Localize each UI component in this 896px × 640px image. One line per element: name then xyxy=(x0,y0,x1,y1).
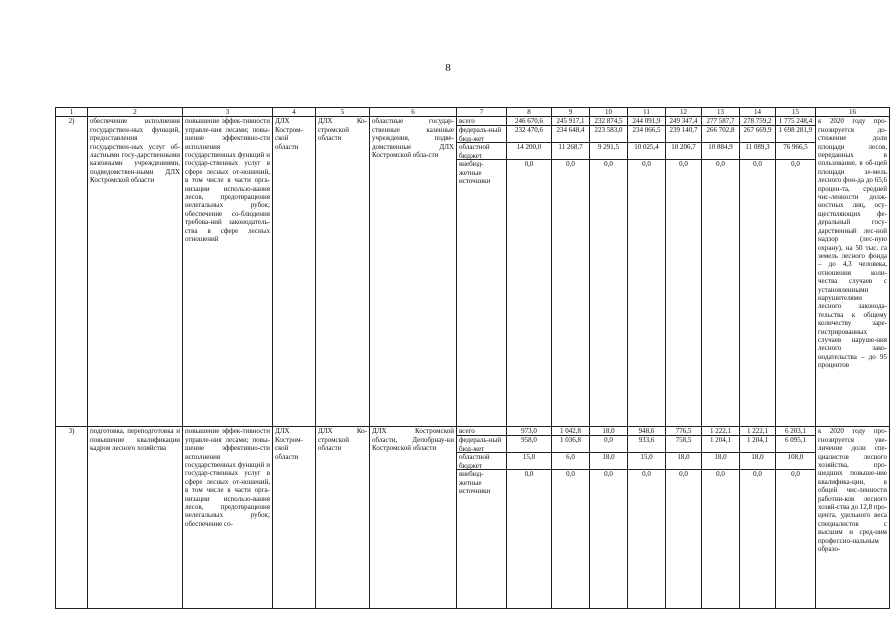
source-label: федераль-ный бюд-жет xyxy=(457,436,506,453)
value-cell: 6,0 xyxy=(552,453,589,470)
value-cell: 1 222,1 xyxy=(702,427,739,436)
value-cell: 278 759,2 xyxy=(740,117,775,126)
value-cell: 0,0 xyxy=(679,160,688,169)
header-cell: 16 xyxy=(816,108,890,117)
program-table xyxy=(55,107,890,609)
value-cell: 277 587,7 xyxy=(702,117,739,126)
values-year-col xyxy=(740,117,776,427)
values-year-col xyxy=(552,117,590,427)
value-cell: 15,0 xyxy=(628,453,665,470)
values-year-col xyxy=(740,427,776,609)
value-cell: 267 669,9 xyxy=(740,126,775,143)
values-year-col xyxy=(666,117,702,427)
values-year-col xyxy=(507,427,552,609)
value-cell: 0,0 xyxy=(524,160,534,169)
header-cell: 10 xyxy=(590,108,628,117)
header-cell: 15 xyxy=(776,108,816,117)
header-cell: 13 xyxy=(702,108,740,117)
value-cell: 234 648,4 xyxy=(552,126,589,143)
value-cell: 6 203,1 xyxy=(776,427,815,436)
value-cell: 239 140,7 xyxy=(666,126,701,143)
value-cell: 9 291,5 xyxy=(590,143,627,160)
value-cell: 266 702,8 xyxy=(702,126,739,143)
value-cell: 0,0 xyxy=(642,470,651,479)
value-cell: 232 874,5 xyxy=(590,117,627,126)
header-cell: 7 xyxy=(457,108,507,117)
value-cell: 18,0 xyxy=(590,453,627,470)
value-cell: 0,0 xyxy=(753,160,762,169)
measure-goal: повышение эффек-тивности управле-ния лесами; повы-шение эффективно-сти исполнения государственных функций и государ-ственных услуг в сфере лесных от-ношений, в том числе в части орга-низации использо-вания лесов, предотвращения нелегальных рубок; обеспечение со- xyxy=(183,427,273,609)
value-cell: 11 089,3 xyxy=(740,143,775,160)
value-cell: 108,0 xyxy=(776,453,815,470)
participants: областные государ-ственные казенные учреждения, подве-домственные ДЛХ Костромской обла-сти xyxy=(370,117,457,427)
value-cell: 1 222,1 xyxy=(740,427,775,436)
values-year-col xyxy=(552,427,590,609)
value-cell: 232 470,6 xyxy=(507,126,551,143)
values-year-col xyxy=(702,427,740,609)
value-cell: 958,0 xyxy=(507,436,551,453)
header-row xyxy=(56,108,890,117)
row-number: 2) xyxy=(56,117,88,427)
expected-result: к 2020 году про-гнозируется до-стижение доли площади лесов, переданных в пользование, в об-щей площади зе-мель лесного фон-да до 65,6 процен-та, средней чис-ленности долж-ностных лиц, осу-ществляющих фе-деральный госу-дарственный лес-ной надзор (лес-ную охрану), на 50 тыс. га земель лесного фонда – до 4,3 человека, отношения коли-чества случаев с установленными нарушителями лесного законода-тельства к общему количеству заре-гистрированных случаев наруше-ния лесного зако-нодательства – до 95 процентов xyxy=(816,117,890,427)
funding-sources xyxy=(457,427,507,609)
values-year-col xyxy=(590,117,628,427)
value-cell: 948,6 xyxy=(628,427,665,436)
header-cell: 4 xyxy=(273,108,316,117)
value-cell: 11 268,7 xyxy=(552,143,589,160)
source-label: областной бюджет xyxy=(457,453,506,470)
value-cell: 0,0 xyxy=(791,470,800,479)
value-cell: 0,0 xyxy=(604,160,613,169)
value-cell: 0,0 xyxy=(590,436,627,453)
value-cell: 10 884,9 xyxy=(702,143,739,160)
header-cell: 5 xyxy=(316,108,370,117)
value-cell: 18,0 xyxy=(740,453,775,470)
value-cell: 1 042,8 xyxy=(552,427,589,436)
measure-goal: повышение эффек-тивности управле-ния лесами; повы-шение эффективно-сти исполнения государственных функций и государ-ственных услуг в сфере лесных от-ношений, в том числе в части орга-низации использо-вания лесов, предотвращения нелегальных рубок; обеспечение со-блюдения требова-ний законодатель-ства в сфере лесных отношений xyxy=(183,117,273,427)
table-row xyxy=(56,117,890,427)
co-executor: ДЛХ Ко-стромской области xyxy=(316,427,370,609)
value-cell: 776,5 xyxy=(666,427,701,436)
values-year-col xyxy=(628,117,666,427)
value-cell: 10 025,4 xyxy=(628,143,665,160)
value-cell: 18,0 xyxy=(666,453,701,470)
value-cell: 0,0 xyxy=(604,470,613,479)
value-cell: 933,6 xyxy=(628,436,665,453)
value-cell: 0,0 xyxy=(753,470,762,479)
header-cell: 8 xyxy=(507,108,552,117)
values-year-col xyxy=(666,427,702,609)
value-cell: 10 206,7 xyxy=(666,143,701,160)
value-cell: 18,0 xyxy=(590,427,627,436)
values-total-col xyxy=(776,427,816,609)
source-label: всего xyxy=(457,427,506,436)
value-cell: 15,0 xyxy=(507,453,551,470)
responsible-executor: ДЛХ Костром-ской области xyxy=(273,117,316,427)
measure-name: обеспечение исполнения государствен-ных функций, предоставления государствен-ных услуг об-ластными госу-дарственными казенными учреждениями, подведомствен-ными ДЛХ Костромской области xyxy=(88,117,183,427)
header-cell: 12 xyxy=(666,108,702,117)
value-cell: 244 091,9 xyxy=(628,117,665,126)
participants: ДЛХ Костромской области, Депобрнау-ки Костромской области xyxy=(370,427,457,609)
expected-result: к 2020 году про-гнозируется уве-личение доли спе-циалистов лесного хозяйства, про-шедших повыше-ние квалифика-ции, в общей чис-ленности работни-ков лесного хозяй-ства до 12,8 про-цента, удельного веса специалистов с высшим и сред-ним профессио-нальным образо- xyxy=(816,427,890,609)
value-cell: 1 204,1 xyxy=(702,436,739,453)
value-cell: 6 095,1 xyxy=(776,436,815,453)
value-cell: 246 670,6 xyxy=(507,117,551,126)
funding-sources xyxy=(457,117,507,427)
value-cell: 0,0 xyxy=(566,160,575,169)
value-cell: 18,0 xyxy=(702,453,739,470)
value-cell: 1 775 248,4 xyxy=(776,117,815,126)
source-label: федераль-ный бюд-жет xyxy=(457,126,506,143)
header-cell: 3 xyxy=(183,108,273,117)
value-cell: 0,0 xyxy=(642,160,651,169)
value-cell: 245 917,1 xyxy=(552,117,589,126)
values-year-col xyxy=(590,427,628,609)
value-cell: 76 966,5 xyxy=(776,143,815,160)
value-cell: 973,0 xyxy=(507,427,551,436)
source-label: областной бюджет xyxy=(457,143,506,160)
measure-name: подготовка, переподготовка и повышение квалификации кадров лесного хозяйства xyxy=(88,427,183,609)
values-year-col xyxy=(507,117,552,427)
header-cell: 14 xyxy=(740,108,776,117)
table-row xyxy=(56,427,890,609)
header-cell: 1 xyxy=(56,108,88,117)
value-cell: 223 583,0 xyxy=(590,126,627,143)
value-cell: 14 200,0 xyxy=(507,143,551,160)
source-label: всего xyxy=(457,117,506,126)
value-cell: 0,0 xyxy=(716,470,725,479)
value-cell: 0,0 xyxy=(524,470,534,479)
value-cell: 234 066,5 xyxy=(628,126,665,143)
value-cell: 1 036,8 xyxy=(552,436,589,453)
value-cell: 1 698 281,9 xyxy=(776,126,815,143)
responsible-executor: ДЛХ Костром-ской области xyxy=(273,427,316,609)
source-label: внебюд-жетные источники xyxy=(459,470,491,496)
values-total-col xyxy=(776,117,816,427)
value-cell: 0,0 xyxy=(679,470,688,479)
value-cell: 1 204,1 xyxy=(740,436,775,453)
co-executor: ДЛХ Ко-стромской области xyxy=(316,117,370,427)
header-cell: 6 xyxy=(370,108,457,117)
value-cell: 758,5 xyxy=(666,436,701,453)
row-number: 3) xyxy=(56,427,88,609)
value-cell: 0,0 xyxy=(566,470,575,479)
header-cell: 9 xyxy=(552,108,590,117)
source-label: внебюд-жетные источники xyxy=(459,160,491,186)
value-cell: 0,0 xyxy=(791,160,800,169)
value-cell: 249 347,4 xyxy=(666,117,701,126)
values-year-col xyxy=(628,427,666,609)
value-cell: 0,0 xyxy=(716,160,725,169)
values-year-col xyxy=(702,117,740,427)
header-cell: 2 xyxy=(88,108,183,117)
page-number: 8 xyxy=(445,62,451,74)
header-cell: 11 xyxy=(628,108,666,117)
